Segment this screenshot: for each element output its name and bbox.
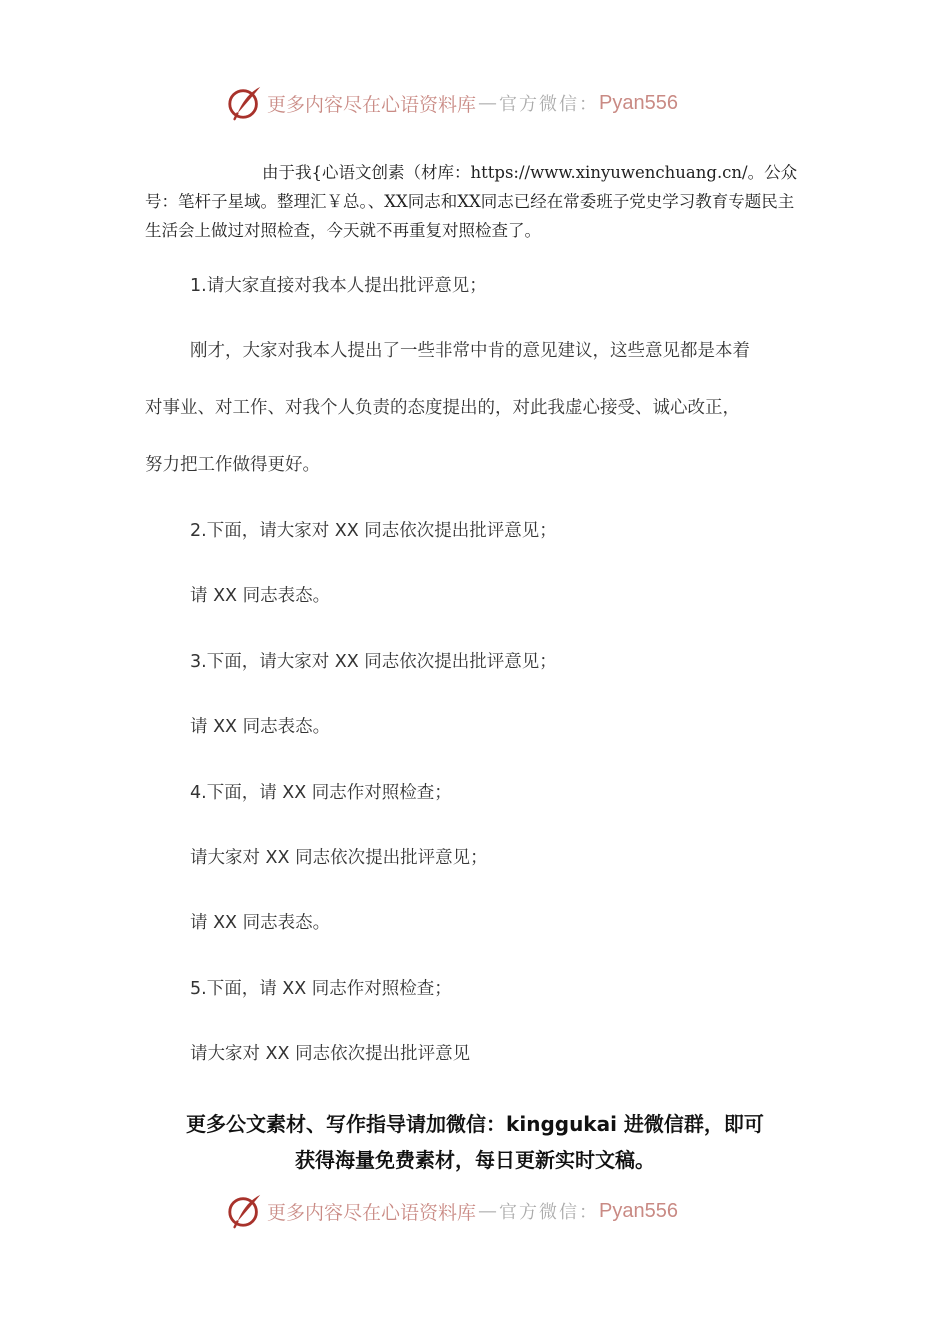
paragraph-8: 请 XX 同志表态。 bbox=[190, 717, 331, 737]
paragraph-11: 请 XX 同志表态。 bbox=[190, 913, 331, 933]
footer-wechat-id: Pyan556 bbox=[599, 1199, 678, 1222]
footer-banner bbox=[226, 1191, 678, 1231]
paragraph-9: 4.下面，请 XX 同志作对照检查； bbox=[190, 783, 452, 803]
paragraph-3: 对事业、对工作、对我个人负责的态度提出的，对此我虚心接受、诚心改正， bbox=[145, 398, 740, 418]
promo-block bbox=[140, 1106, 810, 1178]
paragraph-6: 请 XX 同志表态。 bbox=[190, 586, 331, 606]
footer-separator: — bbox=[478, 1200, 498, 1222]
header-wechat-label: 官方微信： bbox=[499, 94, 600, 115]
header-banner bbox=[226, 83, 678, 123]
header-main-text: 更多内容尽在心语资料库 bbox=[267, 93, 477, 116]
quill-logo-icon bbox=[226, 1192, 264, 1230]
paragraph-1: 1.请大家直接对我本人提出批评意见； bbox=[190, 276, 487, 296]
paragraph-4: 努力把工作做得更好。 bbox=[145, 455, 320, 475]
header-wechat-id: Pyan556 bbox=[599, 91, 678, 114]
intro-paragraph: 由于我{心语文创素（材库：https://www.xinyuwenchuang.cn/。公众号：笔杆子星域。整理汇￥总。、XX同志和XX同志已经在常委班子党史学习教育专题民主生活会上做过对照检查，今天就不再重复对照检查了。 bbox=[145, 163, 798, 240]
promo-line-2: 获得海量免费素材，每日更新实时文稿。 bbox=[295, 1148, 655, 1172]
paragraph-12: 5.下面，请 XX 同志作对照检查； bbox=[190, 979, 452, 999]
paragraph-7: 3.下面，请大家对 XX 同志依次提出批评意见； bbox=[190, 652, 557, 672]
footer-wechat-label: 官方微信： bbox=[499, 1202, 600, 1223]
promo-line-1: 更多公文素材、写作指导请加微信：kinggukai 进微信群，即可 bbox=[186, 1112, 764, 1136]
paragraph-2: 刚才，大家对我本人提出了一些非常中肯的意见建议，这些意见都是本着 bbox=[190, 341, 750, 361]
quill-logo-icon bbox=[226, 84, 264, 122]
header-separator: — bbox=[478, 92, 498, 114]
paragraph-13: 请大家对 XX 同志依次提出批评意见 bbox=[190, 1044, 471, 1064]
paragraph-10: 请大家对 XX 同志依次提出批评意见； bbox=[190, 848, 488, 868]
footer-main-text: 更多内容尽在心语资料库 bbox=[267, 1201, 477, 1224]
paragraph-5: 2.下面，请大家对 XX 同志依次提出批评意见； bbox=[190, 521, 557, 541]
